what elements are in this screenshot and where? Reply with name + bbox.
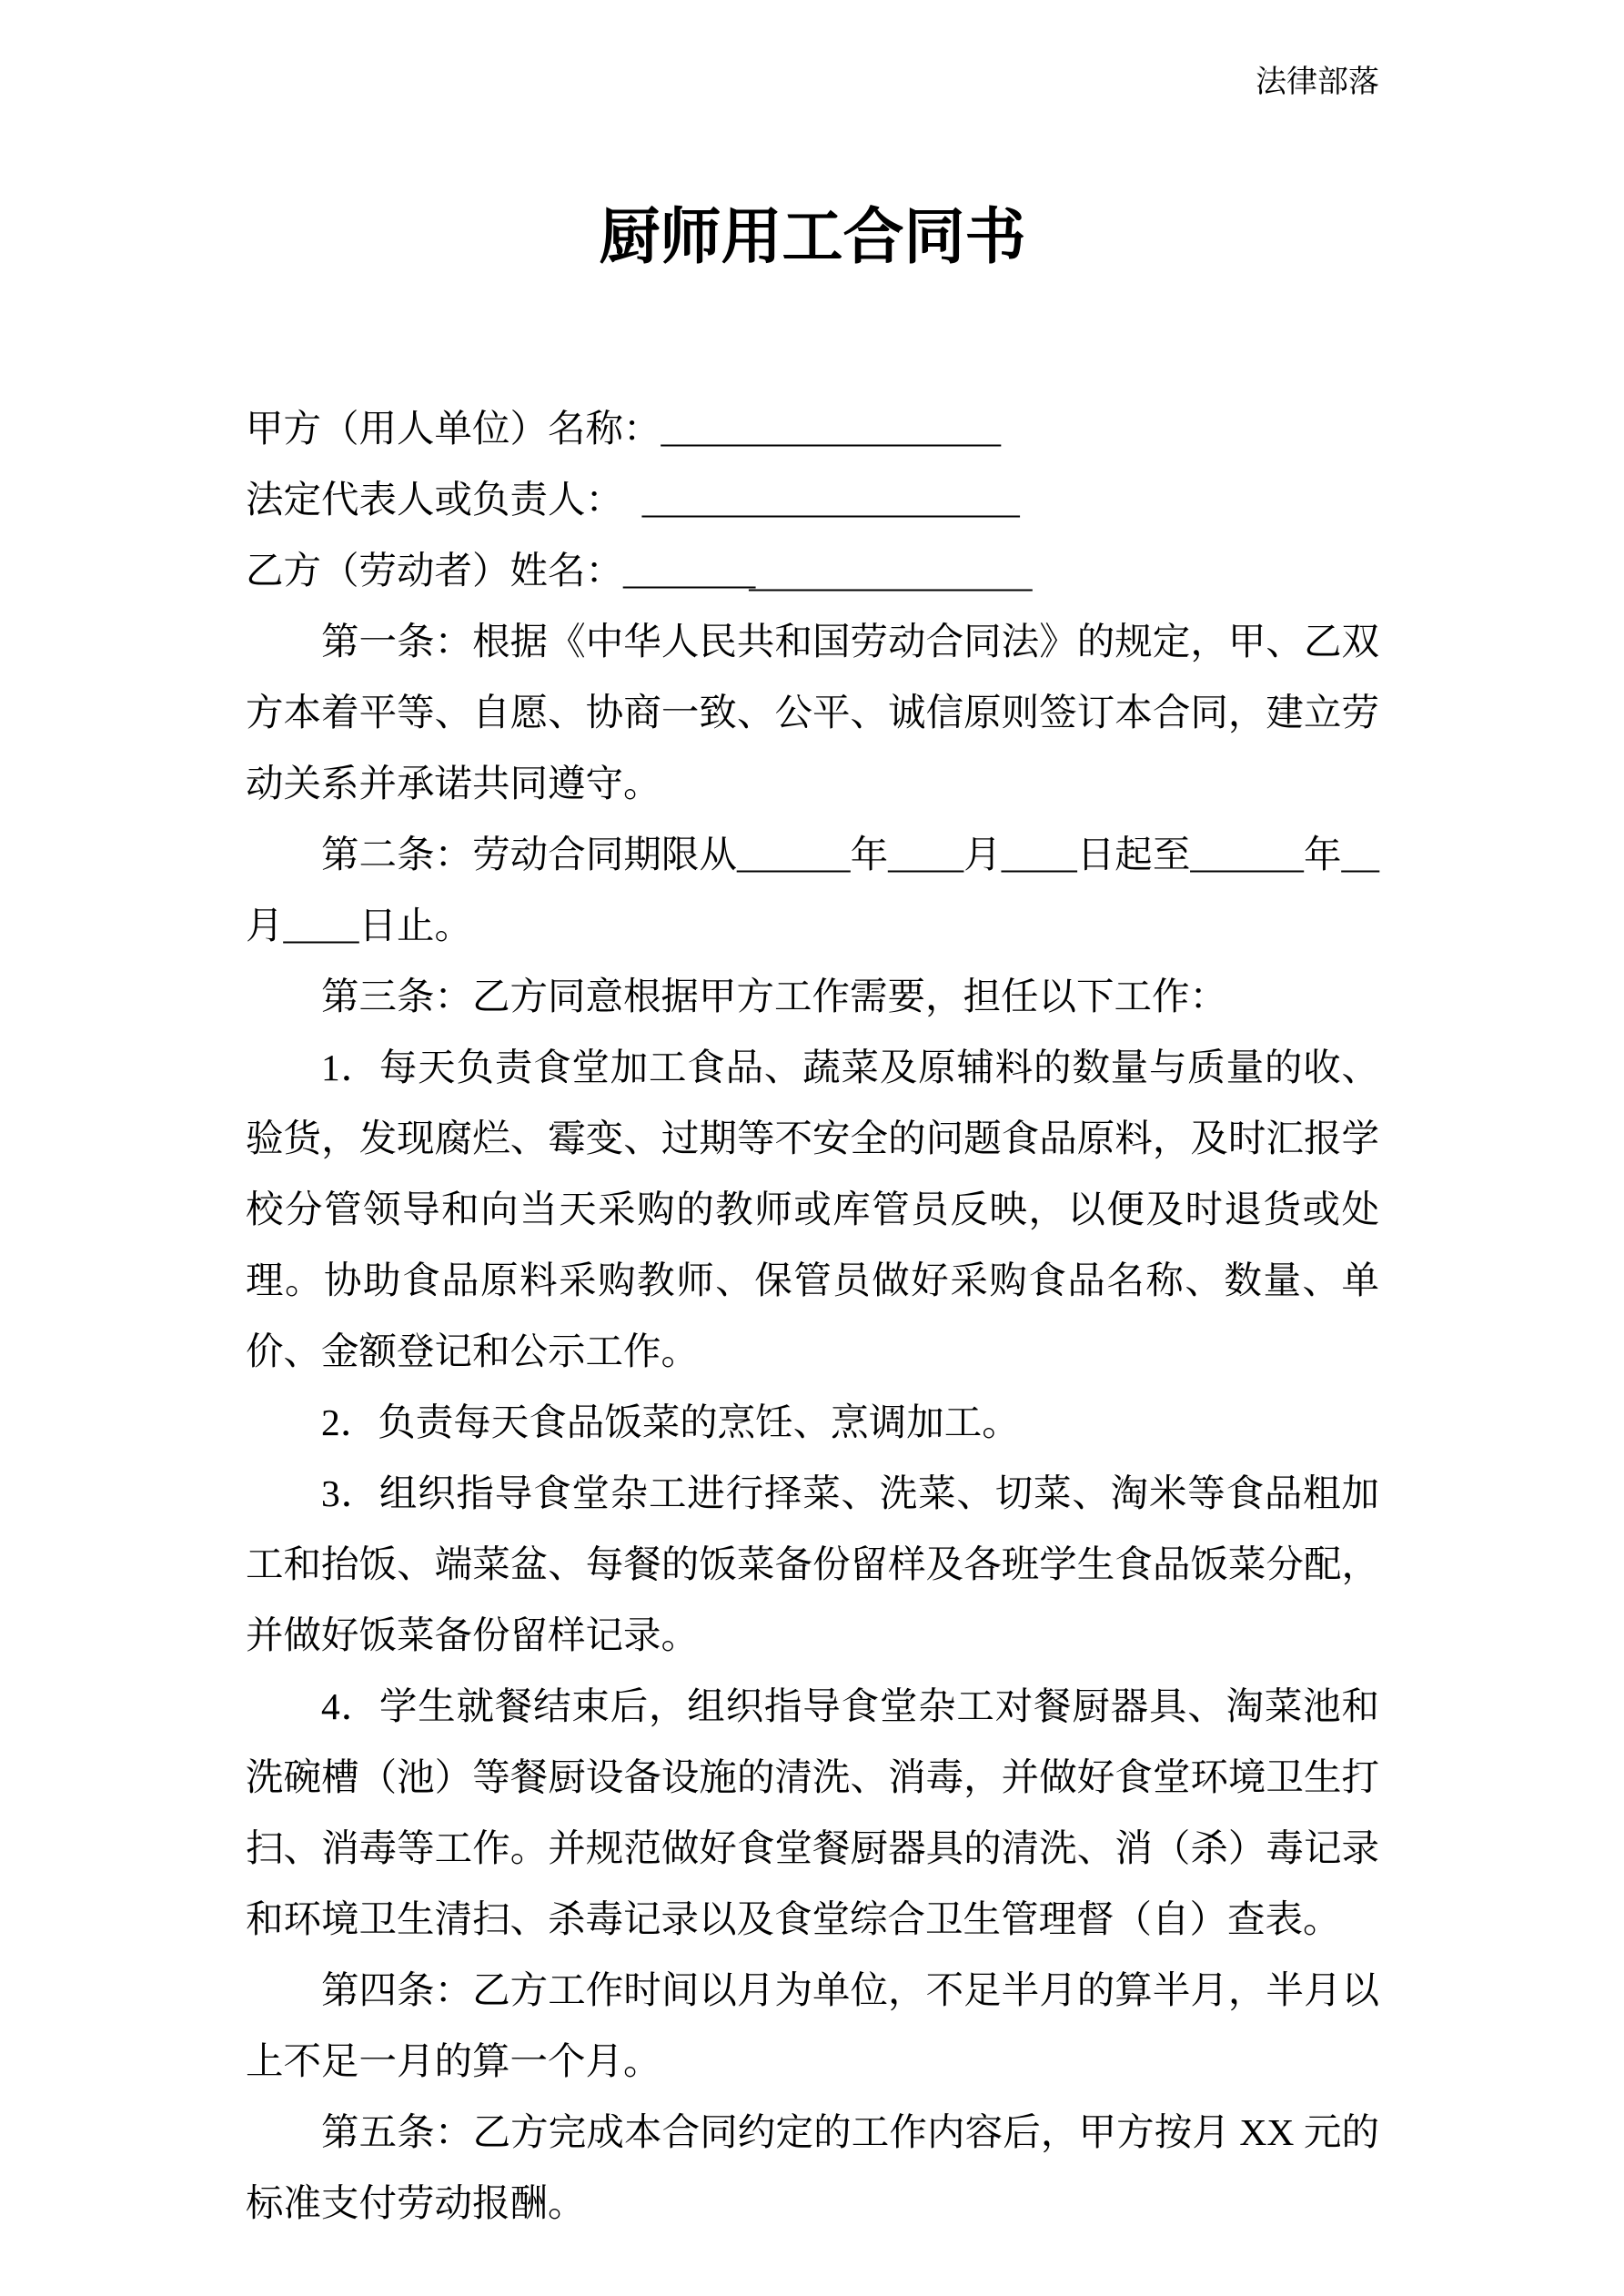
field-party-b-name [246,535,1379,606]
field-legal-representative [246,464,1379,535]
paragraph-duty-item-3: 3．组织指导食堂杂工进行择菜、洗菜、切菜、淘米等食品粗加工和抬饭、端菜盆、每餐的饭菜备份留样及各班学生食品饭菜分配，并做好饭菜备份留样记录。 [246,1472,1379,1656]
paragraph-duty-item-2: 2．负责每天食品饭菜的烹饪、烹调加工。 [321,1401,1020,1443]
party-b-name-blank-segment-2: _______________ [749,552,1033,594]
party-b-name-blank-segment-1: _______ [623,550,756,592]
paragraph-article-2: 第二条：劳动合同期限从______年____月____日起至______年__月____日止。 [246,834,1379,946]
party-fields [246,393,1379,606]
paragraph-article-4: 第四条：乙方工作时间以月为单位，不足半月的算半月，半月以上不足一月的算一个月。 [246,1969,1379,2082]
paragraph-article-5: 第五条：乙方完成本合同约定的工作内容后，甲方按月 XX 元的标准支付劳动报酬。 [246,2111,1379,2224]
field-party-a-name [246,393,1379,464]
paragraph-duty-item-4: 4．学生就餐结束后，组织指导食堂杂工对餐厨器具、淘菜池和洗碗槽（池）等餐厨设备设施的清洗、消毒，并做好食堂环境卫生打扫、消毒等工作。并规范做好食堂餐厨器具的清洗、消（杀）毒记录和环境卫生清扫、杀毒记录以及食堂综合卫生管理督（自）查表。 [246,1685,1379,1940]
party-a-name-label: 甲方（用人单位）名称： [246,408,661,450]
paragraph-article-3: 第三条：乙方同意根据甲方工作需要，担任以下工作： [321,976,1228,1017]
paragraph-article-1: 第一条：根据《中华人民共和国劳动合同法》的规定，甲、乙双方本着平等、自愿、协商一致、公平、诚信原则签订本合同，建立劳动关系并承诺共同遵守。 [246,621,1379,804]
brand-watermark: 法律部落 [1256,66,1379,99]
document-title: 厨师用工合同书 [599,204,1026,271]
party-a-name-blank: __________________ [661,408,1002,450]
legal-representative-label: 法定代表人或负责人： [246,479,642,521]
party-b-name-label: 乙方（劳动者）姓名： [246,550,624,592]
paragraph-duty-item-1: 1．每天负责食堂加工食品、蔬菜及原辅料的数量与质量的收、验货，发现腐烂、霉变、过期等不安全的问题食品原料，及时汇报学校分管领导和向当天采购的教师或库管员反映，以便及时退货或处理。协助食品原料采购教师、保管员做好采购食品名称、数量、单价、金额登记和公示工作。 [246,1047,1379,1372]
legal-representative-blank: ____________________ [641,479,1020,521]
contract-body [246,606,1379,2239]
